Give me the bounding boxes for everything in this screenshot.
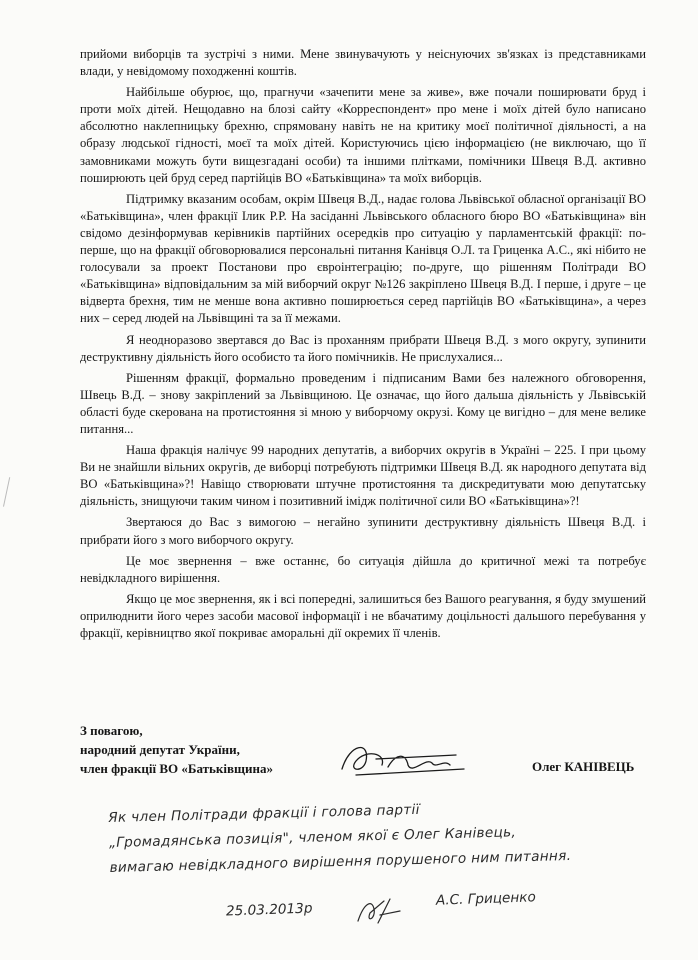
handwritten-line: Як член Політради фракції і голова партії bbox=[108, 801, 420, 826]
closing-greeting: З повагою, bbox=[80, 723, 143, 738]
closing-title: народний депутат України, bbox=[80, 742, 240, 757]
paragraph: Підтримку вказаним особам, окрім Швеця В.Д., надає голова Львівської обласної організації ВО «Батьківщина», член фракції Ілик Р.Р. На засіданні Львівського обласного бюро ВО «Батьківщина» він свідомо дезінформував керівників партійних осередків про ситуацію у парламентській фракції: по-перше, що на фракції обговорювалися персональні питання Канівця О.Л. та Гриценка А.С., які нібито не голосували за проект Постанови про євроінтеграцію; по-друге, що рішенням Політради ВО «Батьківщина» відповідальним за мій виборчий округ №126 закріплено Швеця В.Д. І перше, і друге – це відверта брехня, тим не менше вона активно поширюється серед партійців ВО «Батьківщина», а через них – серед людей на Львівщині та за її межами. bbox=[80, 191, 646, 326]
signatory-name: Олег КАНІВЕЦЬ bbox=[532, 759, 635, 774]
paragraph: Звертаюся до Вас з вимогою – негайно зупинити деструктивну діяльність Швеця В.Д. і прибрати його з мого виборчого округу. bbox=[80, 515, 646, 547]
paragraph: Наша фракція налічує 99 народних депутатів, а виборчих округів в Україні – 225. І при цьому Ви не знайшли вільних округів, де виборці потребують підтримки Швеця В.Д. як народного депутата від ВО «Батьківщина»?! Навіщо створювати штучне протистояння та дискредитувати мою депутатську діяльність, знищуючи таким чином і позитивний імідж політичної сили ВО «Батьківщина»?! bbox=[80, 443, 646, 509]
letter-body bbox=[80, 46, 646, 646]
handwritten-name: А.С. Гриценко bbox=[435, 889, 537, 909]
handwritten-signature bbox=[336, 735, 486, 785]
paragraph: Якщо це моє звернення, як і всі попередні, залишиться без Вашого реагування, я буду змушений оприлюднити його через засоби масової інформації і не вбачатиму доцільності дальшого перебування у фракції, керівництво якої покриває аморальні дії окремих її членів. bbox=[80, 591, 646, 640]
handwritten-line: вимагаю невідкладного вирішення порушеного ним питання. bbox=[109, 847, 572, 876]
margin-mark bbox=[3, 477, 20, 509]
paragraph: Рішенням фракції, формально проведеним і підписаним Вами без належного обговорення, Швець В.Д. – знову закріплений за Львівщиною. Це означає, що його дальша діяльність у Львівській області буде скерована на протистояння зі мною у виборчому окрузі. Кому це вигідно – для мене велике питання... bbox=[80, 370, 646, 436]
handwritten-line: „Громадянська позиція", членом якої є Олег Канівець, bbox=[108, 824, 517, 851]
handwritten-date: 25.03.2013р bbox=[225, 900, 313, 920]
paragraph: Я неодноразово звертався до Вас із проханням прибрати Швеця В.Д. з мого округу, зупинити деструктивну діяльність його особисто та його помічників. Не прислухалися... bbox=[80, 332, 646, 364]
handwritten-note bbox=[108, 792, 650, 881]
closing-block bbox=[80, 721, 273, 778]
handwritten-signature bbox=[350, 893, 410, 929]
paragraph: Найбільше обурює, що, прагнучи «зачепити мене за живе», вже почали поширювати бруд і проти моїх дітей. Нещодавно на блозі сайту «Корреспондент» про мене і моїх дітей було написано абсолютно наклепницьку брехню, спрямовану навіть не на критику моєї політичної діяльності, а на образу людської гідності, моєї та моїх дітей. Користуючись цією інформацією (не виключаю, що її замовниками можуть бути вищезгадані особи) та іншими плітками, помічники Швеця В.Д. активно поширюють цей бруд серед партійців ВО «Батьківщина» та моїх виборців. bbox=[80, 85, 646, 185]
paragraph: Це моє звернення – вже останнє, бо ситуація дійшла до критичної межі та потребує невідкладного вирішення. bbox=[80, 553, 646, 585]
closing-faction: член фракції ВО «Батьківщина» bbox=[80, 761, 273, 776]
paragraph: прийоми виборців та зустрічі з ними. Мене звинувачують у неіснуючих зв'язках із представниками влади, у невідомому походженні коштів. bbox=[80, 47, 646, 79]
